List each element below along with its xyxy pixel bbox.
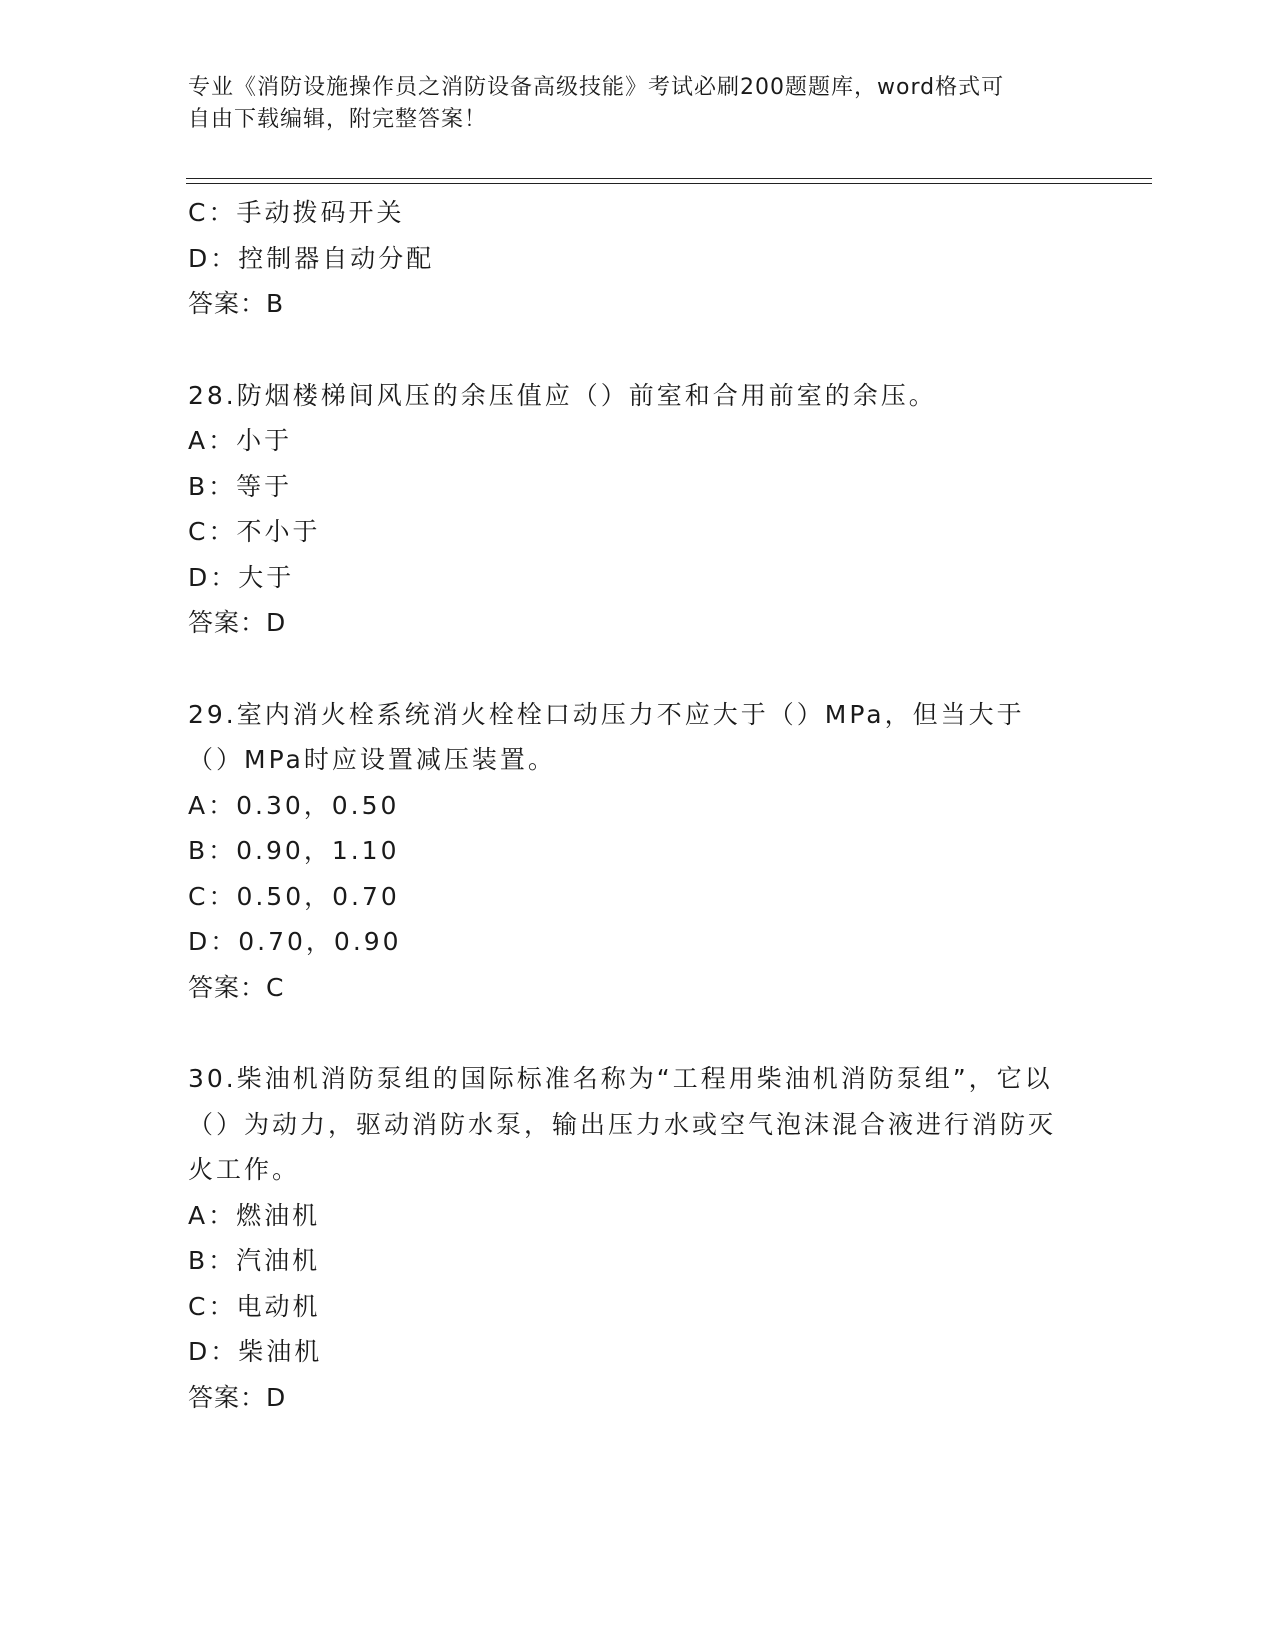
option-a: A：小于: [188, 426, 293, 455]
answer-line: 答案：B: [188, 289, 285, 318]
spacer: [188, 1010, 1088, 1056]
option-d: D：大于: [188, 562, 295, 592]
option-c: C：0.50，0.70: [188, 881, 400, 911]
option-c: C：手动拨码开关: [188, 198, 405, 227]
option-d: D：控制器自动分配: [188, 243, 435, 273]
answer-line: 答案：D: [188, 1382, 287, 1412]
header-divider-bottom: [186, 183, 1152, 184]
question-27-continued: [188, 190, 1088, 327]
document-header: 专业《消防设施操作员之消防设备高级技能》考试必刷200题题库，word格式可 自由下载编辑，附完整答案！: [188, 75, 1005, 132]
answer-line: 答案：D: [188, 608, 287, 637]
question-29: [188, 692, 1088, 1011]
question-stem: 29.室内消火栓系统消火栓栓口动压力不应大于（）MPa，但当大于（）MPa时应设置减压装置。: [188, 699, 1025, 774]
option-b: B：0.90，1.10: [188, 836, 400, 865]
header-divider-top: [186, 178, 1152, 179]
option-b: B：等于: [188, 471, 293, 501]
spacer: [188, 327, 1088, 373]
question-list: [188, 190, 1088, 1420]
question-28: [188, 373, 1088, 646]
option-a: A：0.30，0.50: [188, 790, 400, 820]
option-d: D：柴油机: [188, 1337, 323, 1366]
question-30: [188, 1056, 1088, 1420]
option-a: A：燃油机: [188, 1200, 321, 1230]
answer-line: 答案：C: [188, 972, 285, 1002]
option-c: C：不小于: [188, 517, 321, 546]
question-stem: 28.防烟楼梯间风压的余压值应（）前室和合用前室的余压。: [188, 380, 937, 410]
question-stem: 30.柴油机消防泵组的国际标准名称为“工程用柴油机消防泵组”，它以（）为动力，驱动消防水泵，输出压力水或空气泡沫混合液进行消防灭火工作。: [188, 1064, 1057, 1184]
option-b: B：汽油机: [188, 1246, 321, 1275]
option-d: D：0.70，0.90: [188, 927, 402, 956]
option-c: C：电动机: [188, 1291, 321, 1321]
spacer: [188, 646, 1088, 692]
